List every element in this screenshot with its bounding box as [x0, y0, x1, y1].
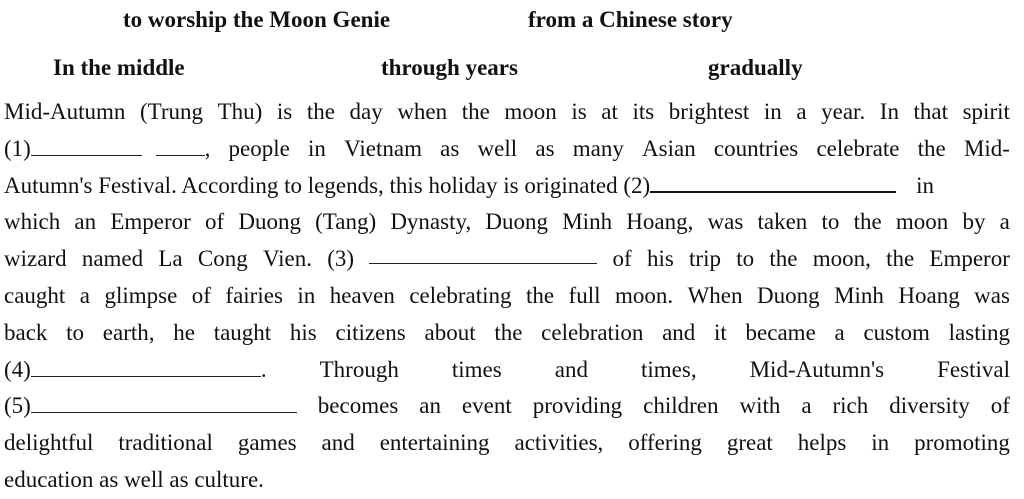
passage-word: La [158, 246, 183, 272]
passage-word: moon [504, 99, 557, 124]
passage-word: brightest [668, 99, 750, 124]
blank-5-group [4, 388, 297, 425]
passage-word: times, [640, 356, 697, 382]
passage-word: in [763, 99, 782, 124]
passage-word: and [662, 319, 696, 345]
passage-word: Cong [197, 246, 248, 272]
passage-word: became [745, 319, 816, 345]
passage [4, 94, 1010, 499]
passage-line-2 [4, 131, 1010, 168]
word-option-chinese-story: from a Chinese story [528, 7, 733, 32]
passage-word: When [687, 282, 743, 308]
passage-word: it [714, 319, 727, 345]
passage-word: moon [895, 209, 949, 235]
passage-word: in [308, 135, 326, 161]
passage-word: by [962, 209, 986, 235]
passage-line-3-text: Autumn's Festival. According to legends, this holiday is originated (2) [4, 172, 651, 198]
passage-word: which [4, 209, 61, 235]
passage-word: the [853, 209, 882, 235]
passage-word: and [321, 430, 355, 456]
passage-word: year. [821, 99, 866, 124]
passage-word: becomes [317, 393, 399, 419]
passage-word: a [999, 209, 1010, 235]
passage-word: the [494, 319, 523, 345]
passage-word: (3) [327, 246, 355, 272]
passage-word: Hoang, [626, 209, 694, 235]
passage-word: countries [713, 135, 799, 161]
passage-word: was [707, 209, 744, 235]
blank-2-input[interactable] [650, 169, 896, 193]
passage-line-4 [4, 204, 1010, 241]
passage-word: a [834, 319, 845, 345]
passage-line-3-end: in [916, 172, 935, 198]
passage-line-6 [4, 278, 1010, 315]
passage-word: spirit [962, 99, 1010, 124]
passage-word: of [191, 282, 211, 308]
word-bank [0, 0, 1024, 96]
blank-4-label: (4) [4, 356, 31, 382]
blank-4-group [4, 352, 267, 389]
passage-word: Emperor [110, 209, 191, 235]
passage-word: as [535, 135, 555, 161]
passage-word: the [525, 282, 555, 308]
passage-word: glimpse [104, 282, 178, 308]
passage-word: delightful [4, 430, 94, 456]
passage-word: moon. [614, 282, 674, 308]
passage-word: a [801, 393, 812, 419]
passage-word: he [173, 319, 195, 345]
passage-word: day [349, 99, 383, 124]
passage-word: rich [832, 393, 869, 419]
passage-word: and [554, 356, 588, 382]
passage-word: (Trung [139, 99, 204, 124]
passage-word: that [913, 99, 949, 124]
passage-word: to [736, 246, 755, 272]
blank-4-input[interactable] [31, 354, 261, 377]
passage-word: full [568, 282, 601, 308]
passage-word: entertaining [379, 430, 490, 456]
passage-word: traditional [118, 430, 213, 456]
passage-word: a [796, 99, 807, 124]
passage-word: heaven [329, 282, 395, 308]
blank-5-label: (5) [4, 393, 31, 419]
word-option-in-the-middle: In the middle [53, 55, 185, 80]
passage-word: Vietnam [344, 135, 422, 161]
passage-word: (Tang) [315, 209, 377, 235]
passage-word: was [974, 282, 1010, 308]
blank-1b-input[interactable] [156, 133, 205, 156]
passage-word: about [424, 319, 476, 345]
passage-word: celebration [541, 319, 644, 345]
passage-word: In [879, 99, 899, 124]
passage-word: offering [628, 430, 702, 456]
passage-word: back [4, 319, 48, 345]
passage-word: promoting [914, 430, 1010, 456]
blank-4-period: . [260, 356, 267, 382]
passage-line-1 [4, 94, 1010, 131]
passage-word: activities, [514, 430, 604, 456]
passage-word: to [821, 209, 840, 235]
passage-word: games [237, 430, 297, 456]
word-option-through-years: through years [381, 55, 518, 80]
passage-word: as [440, 135, 460, 161]
passage-word: when [397, 99, 448, 124]
passage-word: named [81, 246, 144, 272]
passage-word: an [419, 393, 441, 419]
passage-word: Thu) [217, 99, 263, 124]
passage-word: custom [863, 319, 930, 345]
passage-word: its [632, 99, 655, 124]
passage-word: Mid-Autumn [4, 99, 126, 124]
passage-word: taught [213, 319, 272, 345]
passage-word: Festival [937, 356, 1010, 382]
blank-1-input[interactable] [31, 133, 142, 156]
passage-word: people [228, 135, 290, 161]
passage-word: his [289, 319, 317, 345]
passage-word: the [886, 246, 915, 272]
passage-line-7 [4, 315, 1010, 352]
passage-word: Vien. [262, 246, 313, 272]
passage-word: the [461, 99, 490, 124]
passage-line-11: education as well as culture. [4, 466, 264, 492]
passage-word: an [74, 209, 97, 235]
passage-word: in [871, 430, 890, 456]
blank-1-group: (1) , [4, 131, 210, 168]
passage-word: Dynasty, [390, 209, 472, 235]
passage-word: Duong [238, 209, 301, 235]
passage-word: caught [4, 282, 66, 308]
passage-line-8 [4, 352, 1010, 389]
passage-word: of [204, 209, 225, 235]
passage-word: is [571, 99, 587, 124]
passage-word: moon, [812, 246, 871, 272]
passage-word: Hoang [898, 282, 960, 308]
passage-word: a [79, 282, 90, 308]
passage-word: his [646, 246, 674, 272]
passage-word: is [276, 99, 293, 124]
passage-line-9 [4, 388, 1010, 425]
passage-word: Duong [485, 209, 549, 235]
passage-word: wizard [4, 246, 67, 272]
passage-word: celebrate [816, 135, 900, 161]
passage-line-5 [4, 241, 1010, 278]
passage-line-10 [4, 425, 1010, 462]
passage-word: Mid-Autumn's [749, 356, 885, 382]
passage-word: to [66, 319, 85, 345]
blank-1-label: (1) [4, 135, 31, 161]
passage-word: trip [689, 246, 721, 272]
passage-word: well [477, 135, 518, 161]
passage-word: times [451, 356, 502, 382]
passage-word: celebrating [409, 282, 512, 308]
passage-word: Asian [642, 135, 696, 161]
passage-word: Duong [756, 282, 820, 308]
passage-word: providing [532, 393, 623, 419]
passage-word: earth, [102, 319, 155, 345]
passage-word: event [461, 393, 512, 419]
passage-word: of [612, 246, 632, 272]
passage-word: of [990, 393, 1010, 419]
passage-word: Minh [562, 209, 613, 235]
passage-word: great [726, 430, 773, 456]
blank-3-input[interactable] [369, 241, 597, 264]
word-option-gradually: gradually [708, 55, 803, 80]
passage-word: fairies [225, 282, 283, 308]
passage-word: the [769, 246, 798, 272]
passage-line-3 [4, 168, 1010, 205]
passage-word: diversity [889, 393, 970, 419]
passage-word: helps [797, 430, 847, 456]
passage-word: the [306, 99, 335, 124]
passage-word: the [917, 135, 946, 161]
passage-word: Emperor [929, 246, 1010, 272]
passage-word: many [572, 135, 624, 161]
passage-word: citizens [335, 319, 406, 345]
word-option-moon-genie: to worship the Moon Genie [123, 7, 391, 32]
passage-word: children [643, 393, 719, 419]
passage-word: at [601, 99, 618, 124]
passage-word: lasting [948, 319, 1010, 345]
passage-word: Mid- [963, 135, 1010, 161]
blank-5-input[interactable] [31, 390, 297, 413]
passage-word: Through [319, 356, 399, 382]
passage-word: with [739, 393, 781, 419]
passage-word: in [297, 282, 316, 308]
passage-word: Minh [834, 282, 884, 308]
passage-word: taken [757, 209, 808, 235]
